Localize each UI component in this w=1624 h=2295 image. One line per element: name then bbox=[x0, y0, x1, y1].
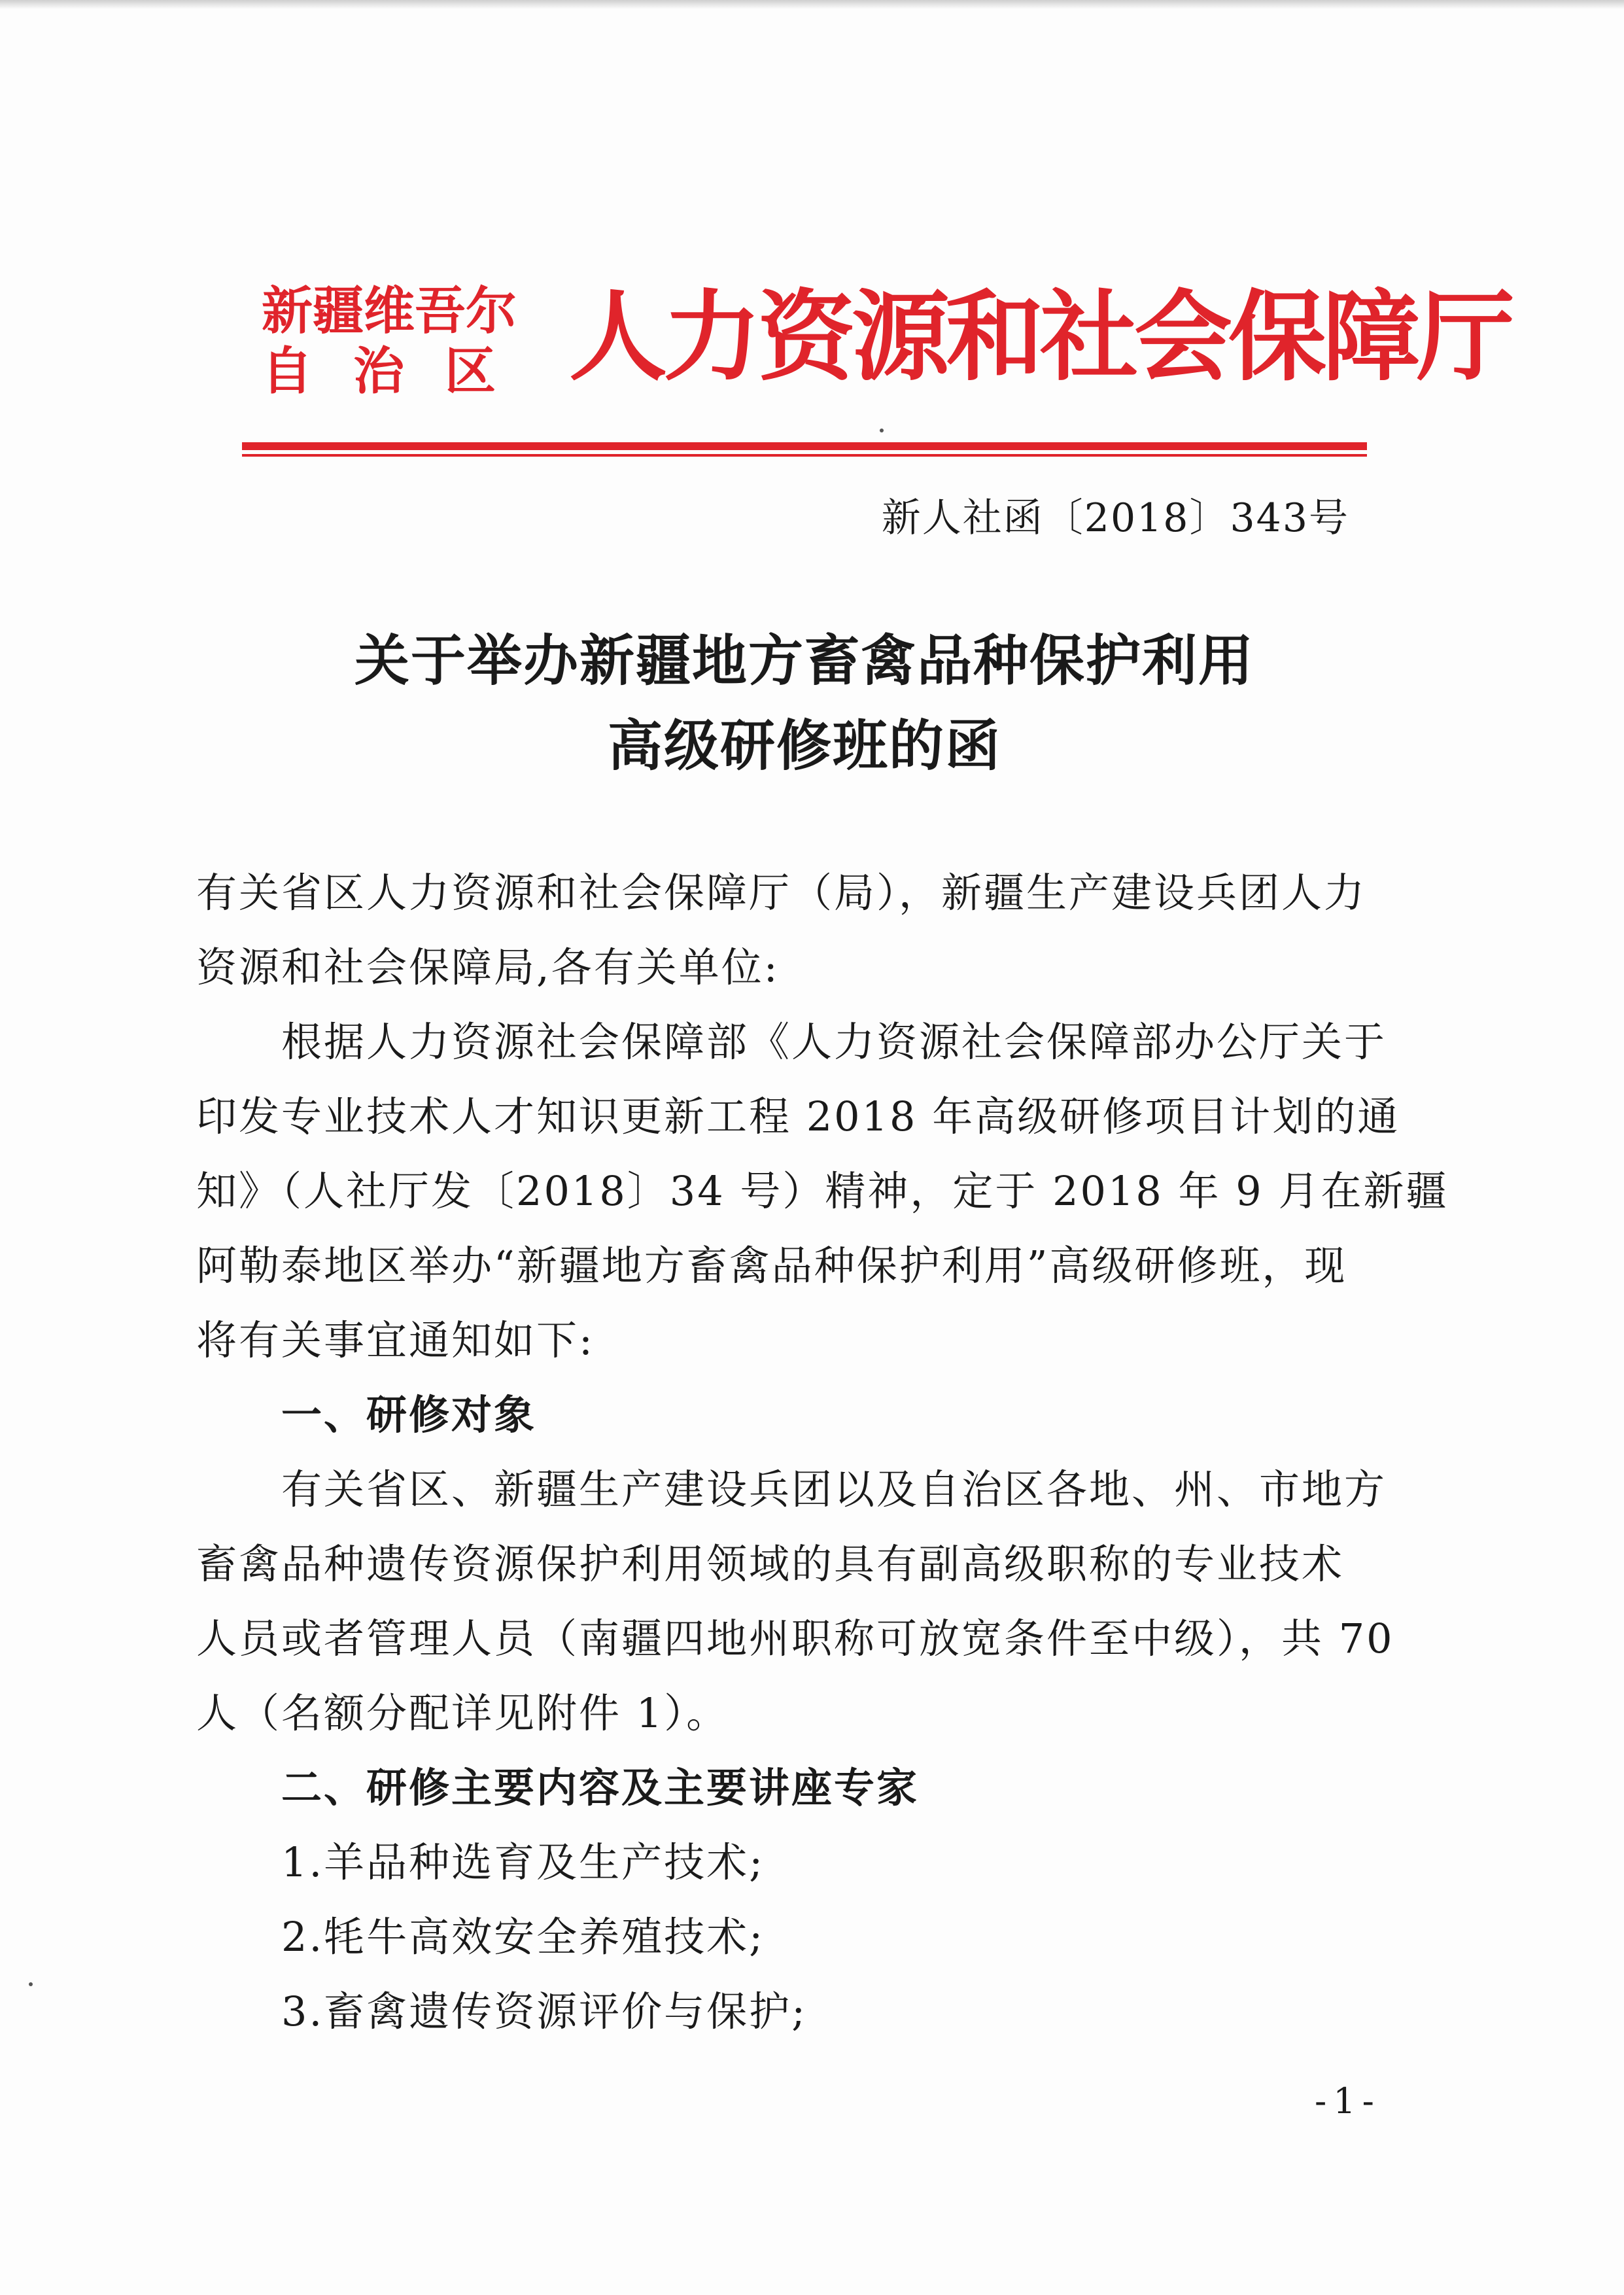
letterhead bbox=[262, 275, 1512, 406]
section-1-line-1: 有关省区、新疆生产建设兵团以及自治区各地、州、市地方 bbox=[281, 1465, 1387, 1513]
document-body bbox=[196, 856, 1449, 2049]
paragraph-1-line-5: 将有关事宜通知如下: bbox=[196, 1316, 595, 1364]
scan-dot bbox=[880, 429, 884, 432]
letterhead-region-line2: 自治区 bbox=[262, 342, 537, 401]
page-number: -1- bbox=[1315, 2080, 1381, 2122]
scan-dot bbox=[29, 1982, 33, 1986]
letterhead-region-line1: 新疆维吾尔 bbox=[262, 281, 517, 341]
document-number: 新人社函〔2018〕343号 bbox=[881, 495, 1349, 541]
red-rule-thin bbox=[242, 454, 1367, 457]
section-1-line-3: 人员或者管理人员（南疆四地州职称可放宽条件至中级），共 70 bbox=[196, 1615, 1394, 1662]
recipients-line-2: 资源和社会保障局,各有关单位: bbox=[196, 943, 780, 991]
list-item: 3.畜禽遗传资源评价与保护; bbox=[281, 1988, 808, 2035]
section-1-line-2: 畜禽品种遗传资源保护利用领域的具有副高级职称的专业技术 bbox=[196, 1540, 1345, 1588]
paragraph-1-line-1: 根据人力资源社会保障部《人力资源社会保障部办公厅关于 bbox=[281, 1018, 1387, 1066]
title-line-2: 高级研修班的函 bbox=[607, 713, 1001, 778]
letterhead-department-name: 人力资源和社会保障厅 bbox=[569, 279, 1512, 394]
list-item: 2.牦牛高效安全养殖技术; bbox=[281, 1913, 765, 1961]
list-item: 1.羊品种选育及生产技术; bbox=[281, 1838, 765, 1886]
recipients-line-1: 有关省区人力资源和社会保障厅（局），新疆生产建设兵团人力 bbox=[196, 869, 1367, 917]
section-2-heading: 二、研修主要内容及主要讲座专家 bbox=[281, 1764, 920, 1812]
paragraph-1-line-3: 知》（人社厅发〔2018〕34 号）精神，定于 2018 年 9 月在新疆 bbox=[196, 1167, 1449, 1215]
title-line-1: 关于举办新疆地方畜禽品种保护利用 bbox=[354, 628, 1254, 693]
paragraph-1-line-4: 阿勒泰地区举办“新疆地方畜禽品种保护利用”高级研修班，现 bbox=[196, 1242, 1347, 1289]
paragraph-1-line-2: 印发专业技术人才知识更新工程 2018 年高级研修项目计划的通 bbox=[196, 1093, 1400, 1140]
section-1-heading: 一、研修对象 bbox=[281, 1391, 537, 1439]
letterhead-region-name bbox=[262, 281, 543, 402]
section-1-line-4: 人（名额分配详见附件 1）。 bbox=[196, 1689, 729, 1737]
scan-edge bbox=[0, 0, 1624, 9]
red-rule-thick bbox=[242, 442, 1367, 450]
